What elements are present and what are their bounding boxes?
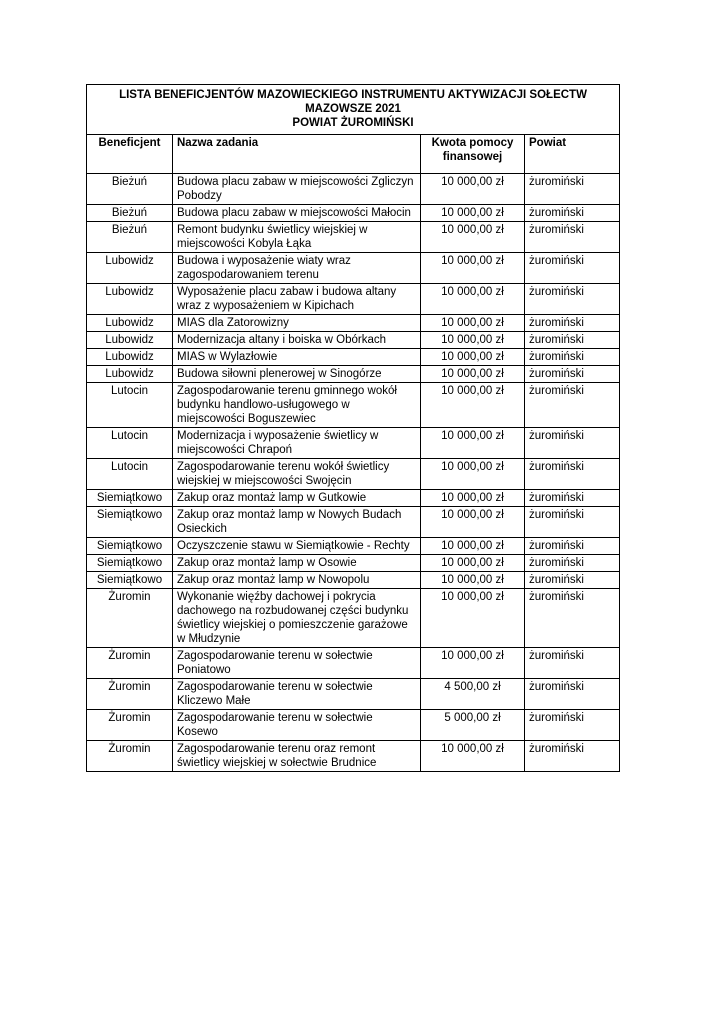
cell-amount: 10 000,00 zł xyxy=(421,366,525,383)
cell-amount: 5 000,00 zł xyxy=(421,710,525,741)
table-row xyxy=(87,366,620,383)
cell-amount: 10 000,00 zł xyxy=(421,572,525,589)
table-row xyxy=(87,174,620,205)
cell-beneficiary: Lubowidz xyxy=(87,366,173,383)
cell-beneficiary: Siemiątkowo xyxy=(87,538,173,555)
cell-task: Zagospodarowanie terenu w sołectwie Kosewo xyxy=(173,710,421,741)
cell-task: Remont budynku świetlicy wiejskiej w miejscowości Kobyla Łąka xyxy=(173,222,421,253)
cell-amount: 10 000,00 zł xyxy=(421,538,525,555)
cell-amount: 10 000,00 zł xyxy=(421,459,525,490)
cell-task: Zakup oraz montaż lamp w Nowych Budach Osieckich xyxy=(173,507,421,538)
header-row xyxy=(87,135,620,174)
cell-amount: 10 000,00 zł xyxy=(421,315,525,332)
cell-task: Wyposażenie placu zabaw i budowa altany wraz z wyposażeniem w Kipichach xyxy=(173,284,421,315)
cell-amount: 10 000,00 zł xyxy=(421,741,525,772)
cell-amount: 10 000,00 zł xyxy=(421,507,525,538)
document-title xyxy=(87,85,620,135)
cell-task: Modernizacja i wyposażenie świetlicy w miejscowości Chrapoń xyxy=(173,428,421,459)
cell-beneficiary: Lutocin xyxy=(87,428,173,459)
header-amount: Kwota pomocy finansowej xyxy=(421,135,525,174)
cell-beneficiary: Lutocin xyxy=(87,383,173,428)
beneficiaries-table xyxy=(86,84,620,772)
cell-powiat: żuromiński xyxy=(525,366,620,383)
cell-amount: 10 000,00 zł xyxy=(421,589,525,648)
cell-powiat: żuromiński xyxy=(525,648,620,679)
cell-beneficiary: Siemiątkowo xyxy=(87,490,173,507)
cell-amount: 10 000,00 zł xyxy=(421,253,525,284)
table-row xyxy=(87,538,620,555)
cell-powiat: żuromiński xyxy=(525,205,620,222)
cell-beneficiary: Siemiątkowo xyxy=(87,507,173,538)
cell-task: Zakup oraz montaż lamp w Osowie xyxy=(173,555,421,572)
title-row xyxy=(87,85,620,135)
table-row xyxy=(87,459,620,490)
table-row xyxy=(87,555,620,572)
cell-powiat: żuromiński xyxy=(525,349,620,366)
cell-task: Zagospodarowanie terenu w sołectwie Kliczewo Małe xyxy=(173,679,421,710)
cell-amount: 10 000,00 zł xyxy=(421,383,525,428)
table-row xyxy=(87,741,620,772)
cell-beneficiary: Lubowidz xyxy=(87,315,173,332)
cell-powiat: żuromiński xyxy=(525,332,620,349)
cell-beneficiary: Żuromin xyxy=(87,648,173,679)
table-row xyxy=(87,349,620,366)
table-row xyxy=(87,589,620,648)
cell-task: Zagospodarowanie terenu oraz remont świetlicy wiejskiej w sołectwie Brudnice xyxy=(173,741,421,772)
cell-amount: 10 000,00 zł xyxy=(421,349,525,366)
cell-powiat: żuromiński xyxy=(525,284,620,315)
title-line-1: LISTA BENEFICJENTÓW MAZOWIECKIEGO INSTRUMENTU AKTYWIZACJI SOŁECTW xyxy=(119,89,587,101)
cell-amount: 4 500,00 zł xyxy=(421,679,525,710)
cell-powiat: żuromiński xyxy=(525,741,620,772)
cell-task: Budowa placu zabaw w miejscowości Małocin xyxy=(173,205,421,222)
cell-beneficiary: Lubowidz xyxy=(87,332,173,349)
cell-powiat: żuromiński xyxy=(525,589,620,648)
cell-amount: 10 000,00 zł xyxy=(421,490,525,507)
table-row xyxy=(87,315,620,332)
cell-task: Zakup oraz montaż lamp w Nowopolu xyxy=(173,572,421,589)
cell-powiat: żuromiński xyxy=(525,538,620,555)
cell-task: MIAS w Wylazłowie xyxy=(173,349,421,366)
cell-task: Modernizacja altany i boiska w Obórkach xyxy=(173,332,421,349)
cell-powiat: żuromiński xyxy=(525,710,620,741)
cell-beneficiary: Żuromin xyxy=(87,679,173,710)
cell-beneficiary: Bieżuń xyxy=(87,205,173,222)
cell-beneficiary: Bieżuń xyxy=(87,174,173,205)
cell-task: Zakup oraz montaż lamp w Gutkowie xyxy=(173,490,421,507)
cell-task: Oczyszczenie stawu w Siemiątkowie - Rechty xyxy=(173,538,421,555)
header-powiat: Powiat xyxy=(525,135,620,174)
table-row xyxy=(87,205,620,222)
table-row xyxy=(87,383,620,428)
cell-amount: 10 000,00 zł xyxy=(421,428,525,459)
table-body xyxy=(87,174,620,772)
cell-powiat: żuromiński xyxy=(525,428,620,459)
table-row xyxy=(87,428,620,459)
cell-beneficiary: Lubowidz xyxy=(87,284,173,315)
table-row xyxy=(87,253,620,284)
cell-amount: 10 000,00 zł xyxy=(421,648,525,679)
cell-amount: 10 000,00 zł xyxy=(421,205,525,222)
table-row xyxy=(87,507,620,538)
cell-beneficiary: Lubowidz xyxy=(87,253,173,284)
cell-amount: 10 000,00 zł xyxy=(421,555,525,572)
cell-powiat: żuromiński xyxy=(525,253,620,284)
cell-beneficiary: Lutocin xyxy=(87,459,173,490)
cell-task: Zagospodarowanie terenu w sołectwie Poniatowo xyxy=(173,648,421,679)
cell-powiat: żuromiński xyxy=(525,459,620,490)
table-row xyxy=(87,710,620,741)
header-beneficiary: Beneficjent xyxy=(87,135,173,174)
cell-amount: 10 000,00 zł xyxy=(421,222,525,253)
cell-beneficiary: Żuromin xyxy=(87,589,173,648)
table-row xyxy=(87,648,620,679)
cell-task: Budowa siłowni plenerowej w Sinogórze xyxy=(173,366,421,383)
cell-task: Zagospodarowanie terenu gminnego wokół budynku handlowo-usługowego w miejscowości Boguszewiec xyxy=(173,383,421,428)
header-task: Nazwa zadania xyxy=(173,135,421,174)
cell-beneficiary: Siemiątkowo xyxy=(87,555,173,572)
cell-amount: 10 000,00 zł xyxy=(421,332,525,349)
cell-powiat: żuromiński xyxy=(525,315,620,332)
cell-beneficiary: Siemiątkowo xyxy=(87,572,173,589)
cell-beneficiary: Żuromin xyxy=(87,710,173,741)
cell-powiat: żuromiński xyxy=(525,679,620,710)
cell-task: Zagospodarowanie terenu wokół świetlicy wiejskiej w miejscowości Swojęcin xyxy=(173,459,421,490)
cell-beneficiary: Żuromin xyxy=(87,741,173,772)
table-row xyxy=(87,332,620,349)
cell-powiat: żuromiński xyxy=(525,222,620,253)
table-row xyxy=(87,284,620,315)
cell-amount: 10 000,00 zł xyxy=(421,284,525,315)
table-row xyxy=(87,222,620,253)
cell-powiat: żuromiński xyxy=(525,174,620,205)
cell-powiat: żuromiński xyxy=(525,555,620,572)
cell-task: MIAS dla Zatorowizny xyxy=(173,315,421,332)
table-row xyxy=(87,679,620,710)
cell-powiat: żuromiński xyxy=(525,572,620,589)
cell-powiat: żuromiński xyxy=(525,490,620,507)
table-row xyxy=(87,490,620,507)
title-line-3: POWIAT ŻUROMIŃSKI xyxy=(292,117,414,129)
title-line-2: MAZOWSZE 2021 xyxy=(305,103,401,115)
table-row xyxy=(87,572,620,589)
cell-beneficiary: Lubowidz xyxy=(87,349,173,366)
cell-task: Wykonanie więźby dachowej i pokrycia dachowego na rozbudowanej części budynku świetlicy wiejskiej o pomieszczenie garażowe w Młudzynie xyxy=(173,589,421,648)
cell-beneficiary: Bieżuń xyxy=(87,222,173,253)
cell-powiat: żuromiński xyxy=(525,383,620,428)
cell-task: Budowa placu zabaw w miejscowości Zgliczyn Pobodzy xyxy=(173,174,421,205)
cell-amount: 10 000,00 zł xyxy=(421,174,525,205)
cell-task: Budowa i wyposażenie wiaty wraz zagospodarowaniem terenu xyxy=(173,253,421,284)
cell-powiat: żuromiński xyxy=(525,507,620,538)
